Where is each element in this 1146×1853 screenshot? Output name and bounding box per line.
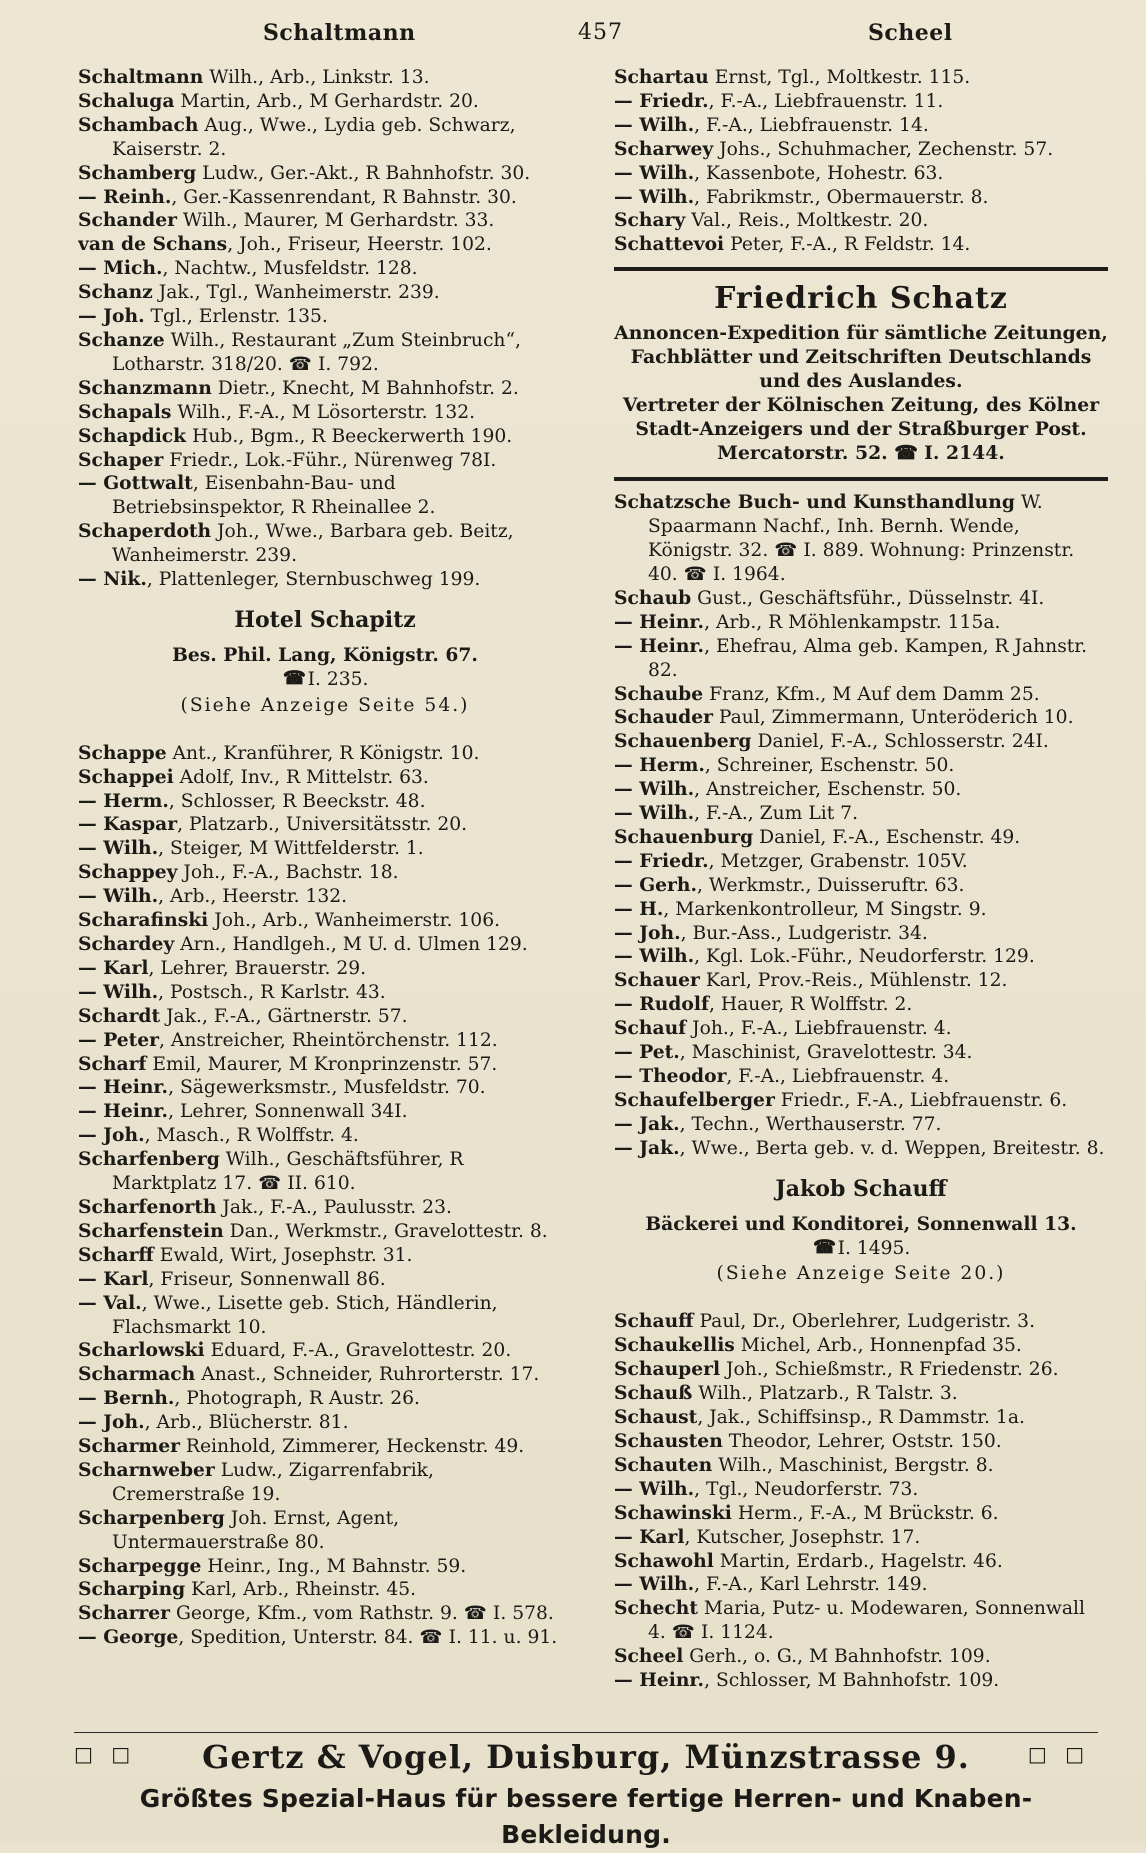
directory-entry: Schawinski Herm., F.-A., M Brückstr. 6. xyxy=(614,1501,999,1524)
schatz-ad-line-2: Fachblätter und Zeitschriften Deutschlands xyxy=(630,346,1092,369)
directory-entry: Schaper Friedr., Lok.-Führ., Nürenweg 78I. xyxy=(78,448,497,471)
directory-entry: Schambach Aug., Wwe., Lydia geb. Schwarz, Kaiserstr. 2. xyxy=(78,113,516,160)
footer-company-line: Gertz & Vogel, Duisburg, Münzstrasse 9. xyxy=(202,1738,970,1776)
directory-entry: Scharmach Anast., Schneider, Ruhrorterstr. 17. xyxy=(78,1363,540,1386)
directory-entry: — Wilh., F.-A., Liebfrauenstr. 14. xyxy=(614,113,929,136)
schauff-ad-note: (Siehe Anzeige Seite 20.) xyxy=(716,1263,1006,1285)
right-column xyxy=(614,66,1108,1693)
directory-entry: Schanzmann Dietr., Knecht, M Bahnhofstr. 2. xyxy=(78,376,519,399)
schatz-ad-line-5: Stadt-Anzeigers und der Straßburger Post. xyxy=(635,418,1087,441)
directory-entry: Scharlowski Eduard, F.-A., Gravelottestr. 20. xyxy=(78,1339,512,1362)
directory-entry: Schanze Wilh., Restaurant „Zum Steinbruch“, Lotharstr. 318/20. ☎ I. 792. xyxy=(78,328,521,375)
directory-entry: — Karl, Lehrer, Brauerstr. 29. xyxy=(78,956,367,979)
directory-entry: Schartau Ernst, Tgl., Moltkestr. 115. xyxy=(614,66,971,88)
footer-decoration-right: □ □ xyxy=(1027,1742,1090,1766)
hotel-ad-line: Bes. Phil. Lang, Königstr. 67. xyxy=(172,643,478,666)
directory-entry: — H., Markenkontrolleur, M Singstr. 9. xyxy=(614,897,987,920)
directory-entry: Schappey Joh., F.-A., Bachstr. 18. xyxy=(78,861,399,884)
spacing xyxy=(614,1161,1108,1171)
directory-entry: — Friedr., F.-A., Liebfrauenstr. 11. xyxy=(614,89,944,112)
directory-entry: — Wilh., Steiger, M Wittfelderstr. 1. xyxy=(78,837,424,860)
directory-entry: Schecht Maria, Putz- u. Modewaren, Sonnenwall 4. ☎ I. 1124. xyxy=(614,1597,1085,1644)
schauff-ad-line: Bäckerei und Konditorei, Sonnenwall 13. xyxy=(645,1212,1077,1235)
directory-entry: Schappei Adolf, Inv., R Mittelstr. 63. xyxy=(78,765,429,788)
directory-entry: — Theodor, F.-A., Liebfrauenstr. 4. xyxy=(614,1065,950,1087)
directory-entry: Schauff Paul, Dr., Oberlehrer, Ludgeristr. 3. xyxy=(614,1310,1036,1333)
directory-entry: Schamberg Ludw., Ger.-Akt., R Bahnhofstr. 30. xyxy=(78,161,531,184)
telephone-icon: ☎ xyxy=(282,666,307,689)
directory-entry: Scharafinski Joh., Arb., Wanheimerstr. 106. xyxy=(78,909,501,932)
directory-entry: Scharpegge Heinr., Ing., M Bahnstr. 59. xyxy=(78,1554,467,1577)
directory-entry: — Joh., Arb., Blücherstr. 81. xyxy=(78,1411,349,1434)
directory-entry: Schauten Wilh., Maschinist, Bergstr. 8. xyxy=(614,1453,994,1476)
directory-entry: — Herm., Schreiner, Eschenstr. 50. xyxy=(614,754,955,777)
directory-entry: Schaukellis Michel, Arb., Honnenpfad 35. xyxy=(614,1334,1022,1357)
hotel-ad-note: (Siehe Anzeige Seite 54.) xyxy=(180,694,470,716)
directory-entry: Scharfenorth Jak., F.-A., Paulusstr. 23. xyxy=(78,1195,452,1218)
directory-entry: Schapals Wilh., F.-A., M Lösorterstr. 132. xyxy=(78,400,476,423)
schatz-ad-line-1: Annoncen-Expedition für sämtliche Zeitungen, xyxy=(614,322,1108,345)
directory-entry: — Reinh., Ger.-Kassenrendant, R Bahnstr. 30. xyxy=(78,185,517,208)
directory-entry: — Heinr., Lehrer, Sonnenwall 34I. xyxy=(78,1100,408,1123)
directory-entry: Schaperdoth Joh., Wwe., Barbara geb. Beitz, Wanheimerstr. 239. xyxy=(78,520,514,567)
directory-entry: Schauenberg Daniel, F.-A., Schlosserstr. 24I. xyxy=(614,730,1049,753)
schatz-ad-line-3: und des Auslandes. xyxy=(759,370,963,393)
schatz-ad-line-6: Mercatorstr. 52. ☎ I. 2144. xyxy=(717,442,1005,465)
right-column-entries-middle xyxy=(614,491,1108,1160)
schauff-ad-title: Jakob Schauff xyxy=(775,1175,947,1202)
directory-entry: Schapdick Hub., Bgm., R Beeckerwerth 190. xyxy=(78,424,513,447)
hotel-ad-phone-line xyxy=(78,668,572,692)
right-column-entries-bottom xyxy=(614,1310,1108,1693)
schauff-ad-phone: I. 1495. xyxy=(837,1237,911,1259)
directory-entry: Scharf Emil, Maurer, M Kronprinzenstr. 57. xyxy=(78,1052,498,1075)
schatz-ad-line-4: Vertreter der Kölnischen Zeitung, des Kölner xyxy=(622,394,1100,417)
directory-entry: — Wilh., Anstreicher, Eschenstr. 50. xyxy=(614,778,962,801)
directory-entry: — Joh., Masch., R Wolffstr. 4. xyxy=(78,1124,359,1147)
page-number: 457 xyxy=(578,20,623,45)
hotel-ad-phone: I. 235. xyxy=(307,668,369,690)
directory-entry: Schaub Gust., Geschäftsführ., Düsselnstr. 4I. xyxy=(614,586,1045,609)
hotel-ad-title: Hotel Schapitz xyxy=(234,606,416,633)
telephone-icon: ☎ xyxy=(812,1235,837,1258)
directory-entry: — Nik., Plattenleger, Sternbuschweg 199. xyxy=(78,568,481,591)
directory-entry: Schardey Arn., Handlgeh., M U. d. Ulmen 129. xyxy=(78,933,528,955)
directory-entry: — Herm., Schlosser, R Beeckstr. 48. xyxy=(78,789,426,812)
directory-entry: Schaufelberger Friedr., F.-A., Liebfrauenstr. 6. xyxy=(614,1088,1068,1111)
directory-entry: — Kaspar, Platzarb., Universitätsstr. 20. xyxy=(78,813,468,836)
directory-entry: — Wilh., F.-A., Zum Lit 7. xyxy=(614,802,859,825)
footer-advertisement xyxy=(74,1732,1098,1849)
schauff-ad-phone-line xyxy=(614,1237,1108,1261)
directory-entry: Schauenburg Daniel, F.-A., Eschenstr. 49. xyxy=(614,825,1021,848)
spacing xyxy=(78,592,572,602)
directory-entry: Scharfenberg Wilh., Geschäftsführer, R Marktplatz 17. ☎ II. 610. xyxy=(78,1148,464,1195)
directory-entry: Scharping Karl, Arb., Rheinstr. 45. xyxy=(78,1578,417,1601)
directory-entry: — Friedr., Metzger, Grabenstr. 105V. xyxy=(614,849,968,872)
directory-entry: Schauß Wilh., Platzarb., R Talstr. 3. xyxy=(614,1382,958,1405)
directory-entry: Scharpenberg Joh. Ernst, Agent, Untermauerstraße 80. xyxy=(78,1506,400,1553)
directory-entry: — Heinr., Ehefrau, Alma geb. Kampen, R Jahnstr. 82. xyxy=(614,634,1088,681)
directory-entry: Schauf Joh., F.-A., Liebfrauenstr. 4. xyxy=(614,1017,952,1040)
right-column-entries-top xyxy=(614,66,1108,257)
directory-entry: — Gerh., Werkmstr., Duisseruftr. 63. xyxy=(614,873,965,896)
left-column xyxy=(78,66,572,1650)
directory-entry: Schatzsche Buch- und Kunsthandlung W. Spaarmann Nachf., Inh. Bernh. Wende, Königstr. 32. ☎ I. 889. Wohnung: Prinzenstr. 40. ☎ I. 1964. xyxy=(614,491,1075,585)
directory-entry: — Wilh., Postsch., R Karlstr. 43. xyxy=(78,980,386,1003)
directory-entry: — Karl, Friseur, Sonnenwall 86. xyxy=(78,1267,386,1290)
directory-entry: — Bernh., Photograph, R Austr. 26. xyxy=(78,1387,420,1410)
spacing xyxy=(78,720,572,742)
directory-entry: Schappe Ant., Kranführer, R Königstr. 10. xyxy=(78,741,480,764)
directory-entry: — Gottwalt, Eisenbahn-Bau- und Betriebsinspektor, R Rheinallee 2. xyxy=(78,472,436,519)
directory-entry: — Wilh., F.-A., Karl Lehrstr. 149. xyxy=(614,1573,928,1596)
footer-tagline: Größtes Spezial-Haus für bessere fertige Herren- und Knaben-Bekleidung. xyxy=(139,1784,1033,1849)
page-header xyxy=(78,20,1108,56)
directory-entry: Scharff Ewald, Wirt, Josephstr. 31. xyxy=(78,1243,413,1266)
directory-entry: Scheel Gerh., o. G., M Bahnhofstr. 109. xyxy=(614,1645,991,1668)
directory-entry: Schaluga Martin, Arb., M Gerhardstr. 20. xyxy=(78,89,479,112)
directory-entry: Schanz Jak., Tgl., Wanheimerstr. 239. xyxy=(78,281,440,304)
directory-entry: — Karl, Kutscher, Josephstr. 17. xyxy=(614,1525,921,1548)
directory-entry: — Jak., Wwe., Berta geb. v. d. Weppen, Breitestr. 8. xyxy=(614,1136,1105,1159)
directory-entry: Schander Wilh., Maurer, M Gerhardstr. 33. xyxy=(78,209,495,232)
directory-columns xyxy=(78,66,1108,1736)
spacing xyxy=(614,481,1108,491)
directory-entry: — Wilh., Fabrikmstr., Obermauerstr. 8. xyxy=(614,185,989,208)
directory-entry: — Wilh., Tgl., Neudorferstr. 73. xyxy=(614,1477,919,1500)
directory-entry: — Rudolf, Hauer, R Wolffstr. 2. xyxy=(614,993,913,1016)
spacing xyxy=(614,1288,1108,1310)
directory-entry: Schaust, Jak., Schiffsinsp., R Dammstr. 1a. xyxy=(614,1406,1025,1429)
directory-entry: — Pet., Maschinist, Gravelottestr. 34. xyxy=(614,1041,973,1064)
directory-entry: Schauder Paul, Zimmermann, Unteröderich 10. xyxy=(614,706,1074,729)
directory-entry: Schauperl Joh., Schießmstr., R Friedenstr. 26. xyxy=(614,1358,1059,1381)
directory-entry: — Heinr., Arb., R Möhlenkampstr. 115a. xyxy=(614,610,1001,633)
directory-entry: — Joh., Bur.-Ass., Ludgeristr. 34. xyxy=(614,921,928,944)
directory-entry: — Wilh., Arb., Heerstr. 132. xyxy=(78,885,348,908)
schatz-ad-title: Friedrich Schatz xyxy=(714,281,1008,317)
directory-entry: Scharwey Johs., Schuhmacher, Zechenstr. 57. xyxy=(614,137,1054,160)
directory-entry: — Heinr., Sägewerksmstr., Musfeldstr. 70. xyxy=(78,1076,486,1099)
directory-entry: Schary Val., Reis., Moltkestr. 20. xyxy=(614,209,929,232)
directory-entry: Scharmer Reinhold, Zimmerer, Heckenstr. 49. xyxy=(78,1435,525,1458)
directory-entry: Schawohl Martin, Erdarb., Hagelstr. 46. xyxy=(614,1549,1003,1572)
header-right-keyword: Scheel xyxy=(868,20,953,46)
directory-entry: — George, Spedition, Unterstr. 84. ☎ I. 11. u. 91. xyxy=(78,1626,558,1649)
left-column-entries-top xyxy=(78,66,572,592)
directory-entry: — Wilh., Kgl. Lok.-Führ., Neudorferstr. 129. xyxy=(614,945,1035,968)
directory-entry: Scharrer George, Kfm., vom Rathstr. 9. ☎ I. 578. xyxy=(78,1602,554,1625)
directory-entry: — Peter, Anstreicher, Rheintörchenstr. 112. xyxy=(78,1028,498,1051)
directory-entry: Schaube Franz, Kfm., M Auf dem Damm 25. xyxy=(614,682,1040,705)
directory-entry: Scharfenstein Dan., Werkmstr., Gravelottestr. 8. xyxy=(78,1219,548,1242)
directory-entry: Schaltmann Wilh., Arb., Linkstr. 13. xyxy=(78,66,430,88)
directory-entry: Scharnweber Ludw., Zigarrenfabrik, Cremerstraße 19. xyxy=(78,1458,434,1505)
directory-entry: — Val., Wwe., Lisette geb. Stich, Händlerin, Flachsmarkt 10. xyxy=(78,1291,498,1338)
directory-entry: Schauer Karl, Prov.-Reis., Mühlenstr. 12. xyxy=(614,969,1008,992)
directory-entry: Schattevoi Peter, F.-A., R Feldstr. 14. xyxy=(614,233,971,256)
footer-decoration-left: □ □ xyxy=(74,1742,137,1766)
directory-entry: Schardt Jak., F.-A., Gärtnerstr. 57. xyxy=(78,1004,408,1027)
schatz-ad-box xyxy=(614,267,1108,481)
directory-entry: — Joh. Tgl., Erlenstr. 135. xyxy=(78,305,328,328)
header-left-keyword: Schaltmann xyxy=(263,20,416,46)
directory-entry: — Wilh., Kassenbote, Hohestr. 63. xyxy=(614,161,944,184)
directory-entry: — Mich., Nachtw., Musfeldstr. 128. xyxy=(78,257,418,280)
directory-entry: van de Schans, Joh., Friseur, Heerstr. 102. xyxy=(78,233,492,256)
left-column-entries-bottom xyxy=(78,742,572,1650)
directory-entry: Schausten Theodor, Lehrer, Oststr. 150. xyxy=(614,1429,1002,1452)
directory-entry: — Heinr., Schlosser, M Bahnhofstr. 109. xyxy=(614,1669,1000,1692)
directory-entry: — Jak., Techn., Werthauserstr. 77. xyxy=(614,1112,942,1135)
